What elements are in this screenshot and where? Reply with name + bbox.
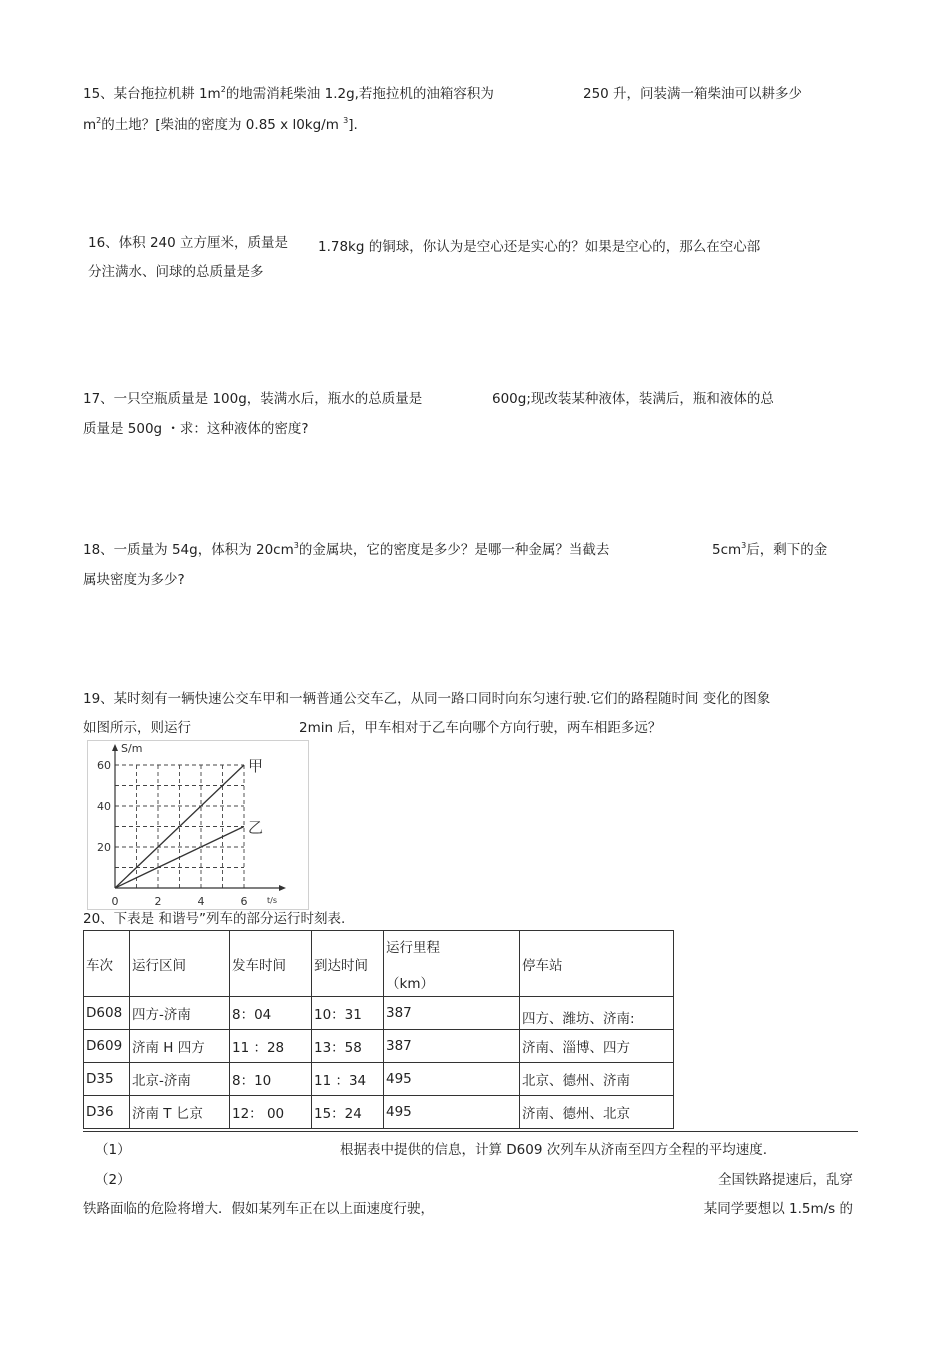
table-cell: 495: [384, 1063, 520, 1096]
table-cell: 387: [384, 997, 520, 1030]
q20-sub1-number: （1）: [95, 1142, 131, 1158]
q16-line1: 16、体积 240 立方厘米，质量是: [88, 235, 289, 251]
table-row: [84, 1030, 674, 1063]
table-cell: 济南、淄博、四方: [520, 1030, 674, 1063]
q17-line1: 17、一只空瓶质量是 100g，装满水后，瓶水的总质量是: [83, 391, 423, 407]
y-tick-label: 20: [97, 841, 111, 854]
table-cell: 387: [384, 1030, 520, 1063]
q18-line2: 属块密度为多少?: [83, 572, 185, 588]
table-cell: 11 ：28: [230, 1030, 312, 1063]
y-axis-arrow: [112, 744, 118, 751]
header-cell: 到达时间: [312, 931, 384, 997]
header-cell-distance: [384, 931, 520, 997]
header-cell: 车次: [84, 931, 130, 997]
q20-sub2-line2: 铁路面临的危险将增大．假如某列车正在以上面速度行驶，: [83, 1201, 434, 1217]
q19-line1: 19、某时刻有一辆快速公交车甲和一辆普通公交车乙，从同一路口同时向东匀速行驶.它们的路程随时间 变化的图象: [83, 691, 771, 707]
table-cell: 10：31: [312, 997, 384, 1030]
q16-line2: 分注满水、问球的总质量是多: [88, 264, 264, 280]
table-cell: D609: [84, 1030, 130, 1063]
q20-sub2-text: 全国铁路提速后，乱穿: [718, 1172, 853, 1188]
x-tick-label: 2: [154, 895, 162, 908]
series-line-jia: [115, 765, 244, 888]
q19-line2: 如图所示，则运行: [83, 720, 191, 736]
table-cell: 济南、德州、北京: [520, 1096, 674, 1129]
y-tick-label: 40: [97, 800, 111, 813]
header-distance-unit: （km）: [386, 975, 434, 992]
q20-sub2-number: （2）: [95, 1172, 131, 1188]
table-cell: D36: [84, 1096, 130, 1129]
table-cell: 北京、德州、济南: [520, 1063, 674, 1096]
header-cell: 发车时间: [230, 931, 312, 997]
table-header-row: [84, 931, 674, 997]
q17-line1-end: 600g;现改装某种液体，装满后，瓶和液体的总: [492, 391, 774, 407]
header-cell: 运行区间: [130, 931, 230, 997]
q20-sub1-text: 根据表中提供的信息，计算 D609 次列车从济南至四方全程的平均速度.: [340, 1142, 768, 1158]
table-cell: 495: [384, 1096, 520, 1129]
schedule-table: [83, 930, 674, 1129]
q18-line1-end: $5cm^3$后，剩下的金: [712, 541, 828, 558]
x-tick-label: 0: [111, 895, 119, 908]
table-cell: 北京-济南: [130, 1063, 230, 1096]
x-axis-arrow: [279, 885, 286, 891]
q16-line1-end: 1.78kg 的铜球，你认为是空心还是实心的？如果是空心的，那么在空心部: [318, 239, 761, 255]
q15-line1-end: 250 升，问装满一箱柴油可以耕多少: [583, 86, 803, 102]
table-cell: 四方-济南: [130, 997, 230, 1030]
table-cell: 8：04: [230, 997, 312, 1030]
header-cell: 停车站: [520, 931, 674, 997]
table-row: [84, 1063, 674, 1096]
distance-time-chart: [87, 740, 309, 910]
table-cell: 11 ：34: [312, 1063, 384, 1096]
series-label: 乙: [248, 818, 264, 837]
q20-intro: 20、下表是 和谐号”列车的部分运行时刻表.: [83, 911, 346, 927]
x-axis-label: t/s: [267, 896, 277, 905]
table-cell: 济南 T 匕京: [130, 1096, 230, 1129]
q19-line2-end: 2min 后，甲车相对于乙车向哪个方向行驶，两车相距多远？: [299, 720, 662, 736]
q15-line1: 15、某台拖拉机耕 $1m^2$的地需消耗柴油 1.2g,若拖拉机的油箱容积为: [83, 85, 494, 102]
q18-line1: 18、一质量为 54g，体积为 $20cm^3$的金属块，它的密度是多少？是哪一种金属？当截去: [83, 541, 610, 558]
chart-frame: [88, 741, 309, 910]
series-label: 甲: [248, 757, 264, 775]
q20-sub2-line2-end: 某同学要想以 1.5m/s 的: [703, 1201, 853, 1217]
q15-line2: $m^2$的土地？[柴油的密度为 0.85 x l0kg/m $^3$].: [83, 116, 358, 133]
table-cell: D35: [84, 1063, 130, 1096]
table-cell: 12： 00: [230, 1096, 312, 1129]
x-tick-label: 6: [240, 895, 248, 908]
table-cell: 13：58: [312, 1030, 384, 1063]
y-tick-label: 60: [97, 759, 111, 772]
q17-line2: 质量是 500g ・求：这种液体的密度?: [83, 421, 309, 437]
header-distance-label: 运行里程: [386, 939, 440, 956]
table-cell: 四方、潍坊、济南:: [520, 997, 674, 1030]
table-row: [84, 997, 674, 1030]
table-cell: 8：10: [230, 1063, 312, 1096]
y-axis-label: S/m: [121, 742, 143, 755]
table-cell: 济南 H 四方: [130, 1030, 230, 1063]
divider-line: [83, 1131, 858, 1132]
table-cell: D608: [84, 997, 130, 1030]
x-tick-label: 4: [197, 895, 205, 908]
table-cell: 15：24: [312, 1096, 384, 1129]
table-row: [84, 1096, 674, 1129]
